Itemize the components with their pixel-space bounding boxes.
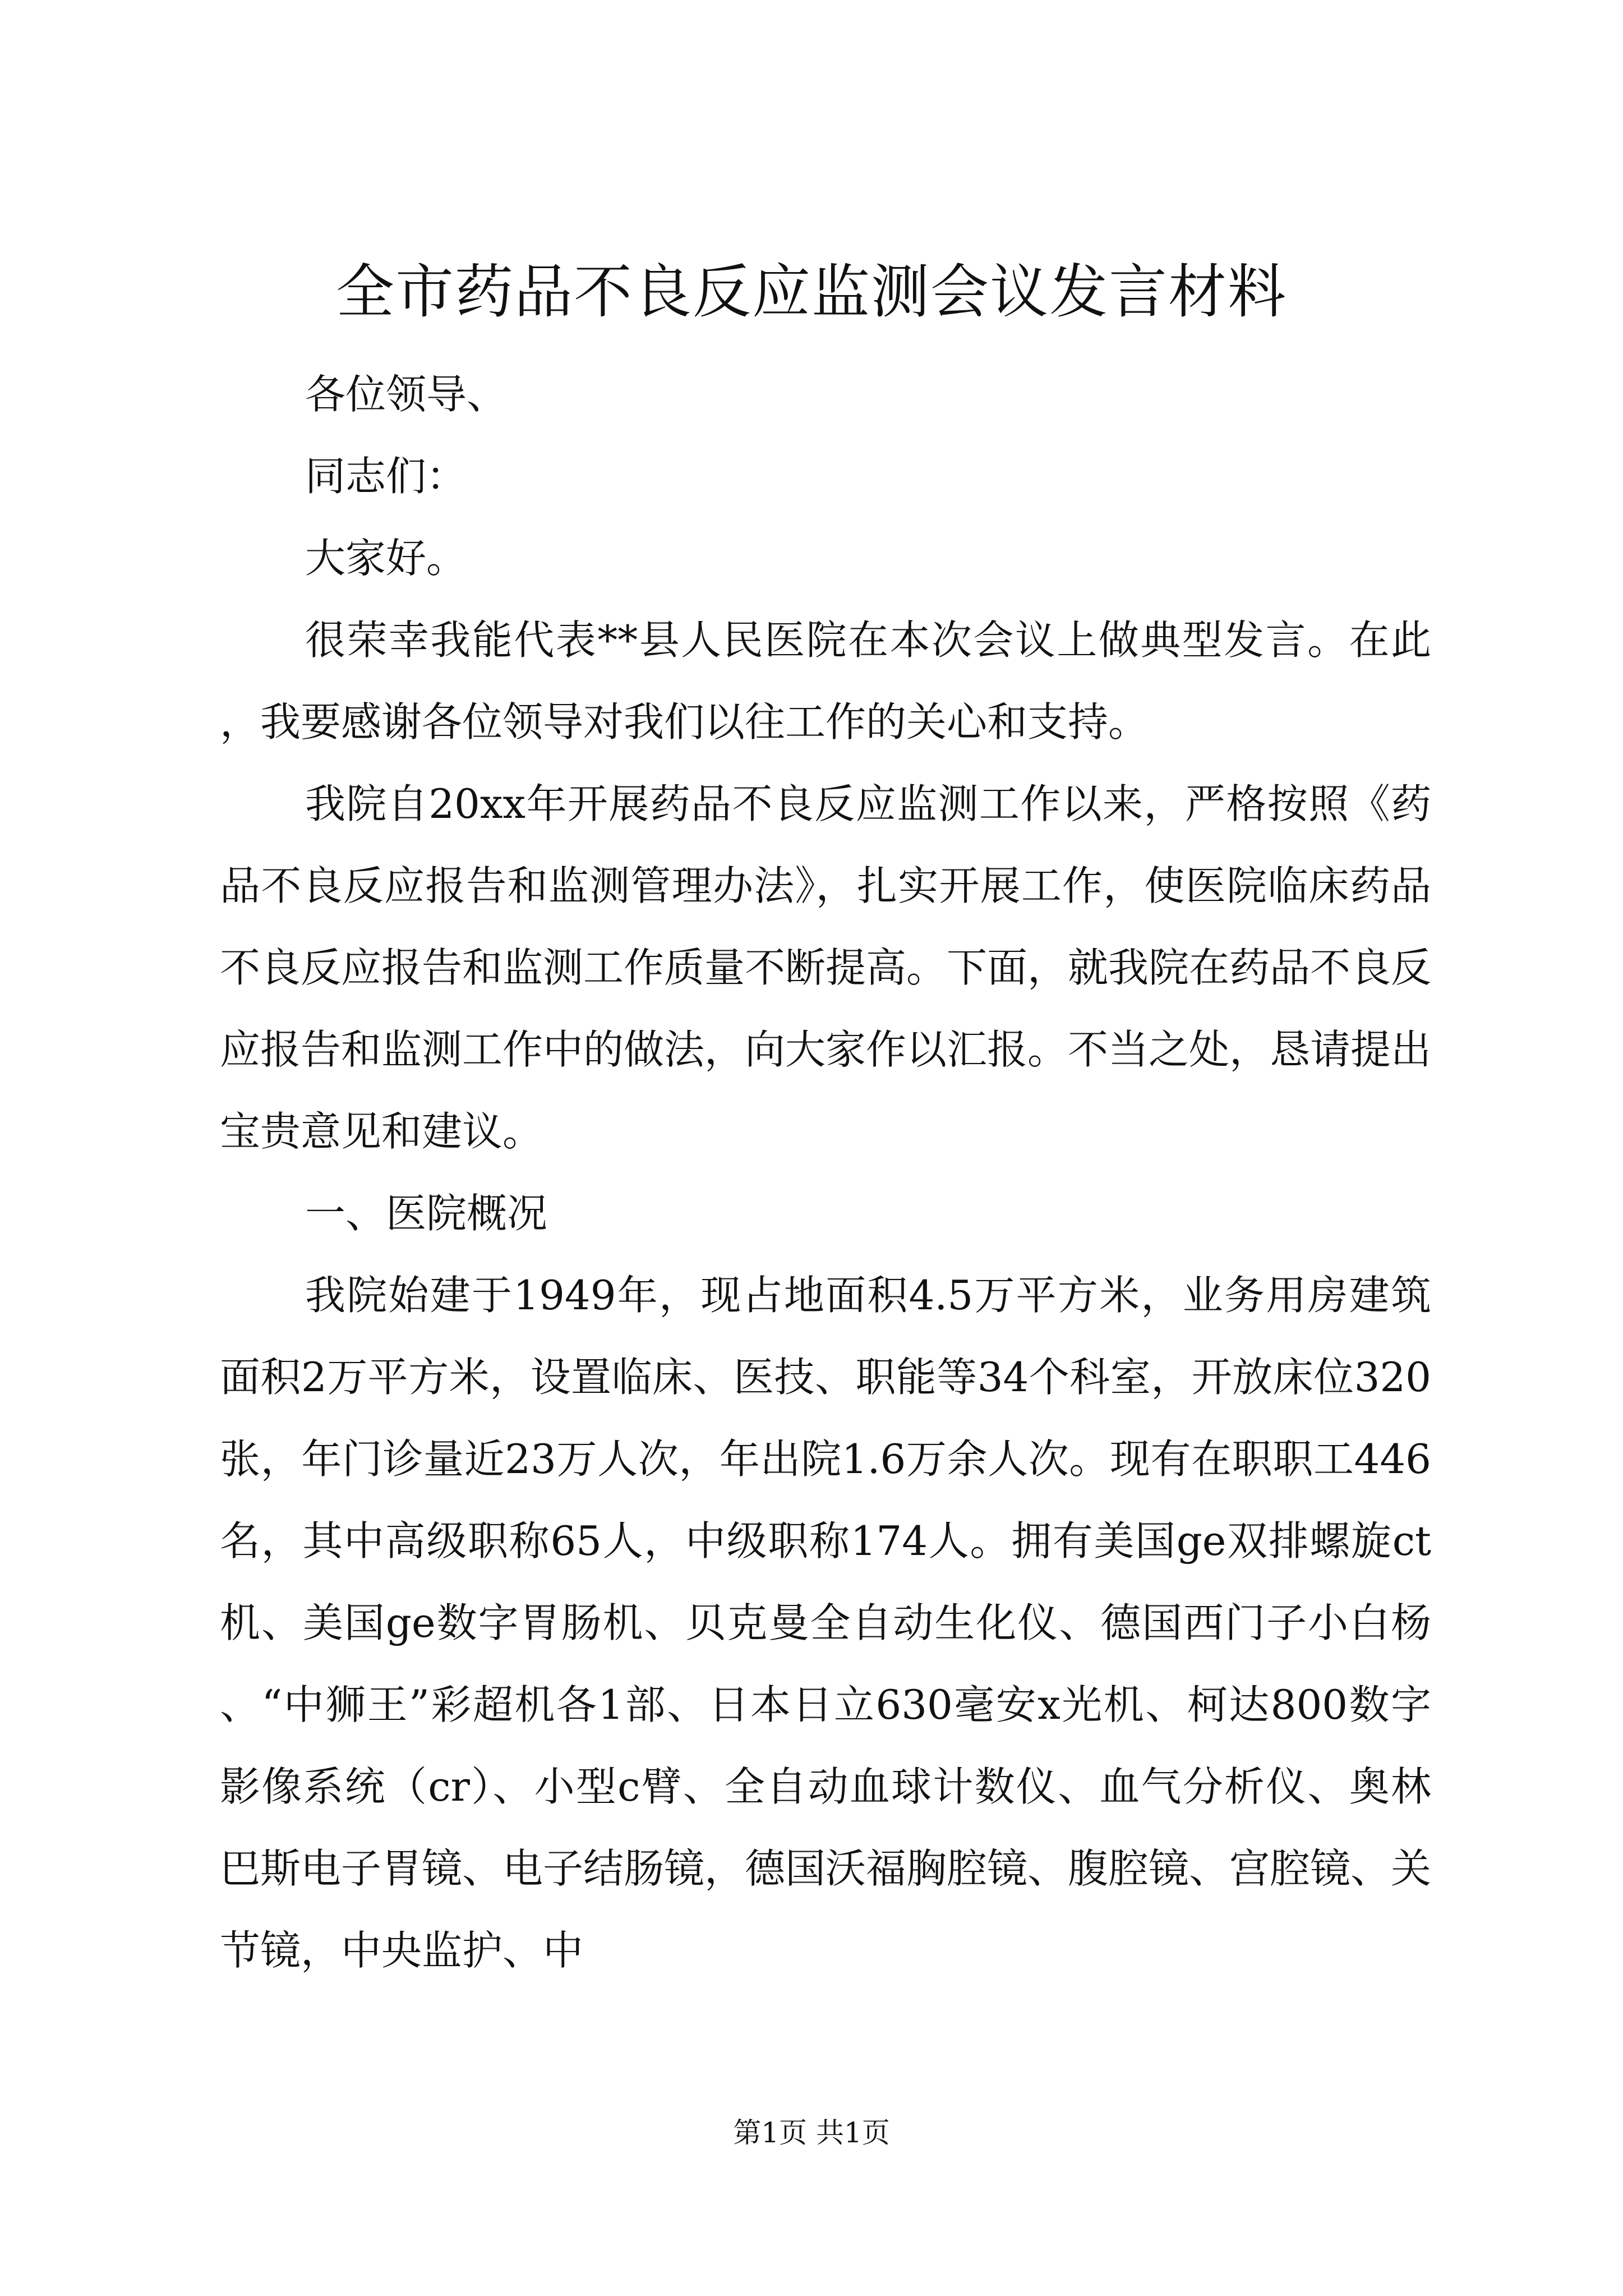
body-paragraph: 我院始建于1949年，现占地面积4.5万平方米，业务用房建筑面积2万平方米，设置临床、医技、职能等34个科室，开放床位320张，年门诊量近23万人次，年出院1.6万余人次。现有在职职工446名，其中高级职称65人，中级职称174人。拥有美国ge双排螺旋ct机、美国ge数字胃肠机、贝克曼全自动生化仪、德国西门子小白杨、“中狮王”彩超机各1部、日本日立630毫安x光机、柯达800数字影像系统（cr）、小型c臂、全自动血球计数仪、血气分析仪、奥林巴斯电子胃镜、电子结肠镜，德国沃福胸腔镜、腹腔镜、宫腔镜、关节镜，中央监护、中	[220, 1272, 1432, 1974]
body-paragraph: 我院自20xx年开展药品不良反应监测工作以来，严格按照《药品不良反应报告和监测管理办法》，扎实开展工作，使医院临床药品不良反应报告和监测工作质量不断提高。下面，就我院在药品不良反应报告和监测工作中的做法，向大家作以汇报。不当之处，恳请提出宝贵意见和建议。	[220, 780, 1432, 1155]
page-footer: 第1页 共1页	[733, 2116, 890, 2149]
salutation-line: 各位领导、	[305, 371, 508, 418]
document-body	[220, 353, 1431, 1991]
section-heading: 一、医院概况	[305, 1190, 548, 1237]
document-title: 全市药品不良反应监测会议发言材料	[335, 257, 1287, 326]
greeting-line: 大家好。	[305, 535, 467, 582]
salutation-line: 同志们：	[305, 453, 467, 500]
body-paragraph: 很荣幸我能代表**县人民医院在本次会议上做典型发言。在此，我要感谢各位领导对我们以往工作的关心和支持。	[220, 616, 1431, 746]
